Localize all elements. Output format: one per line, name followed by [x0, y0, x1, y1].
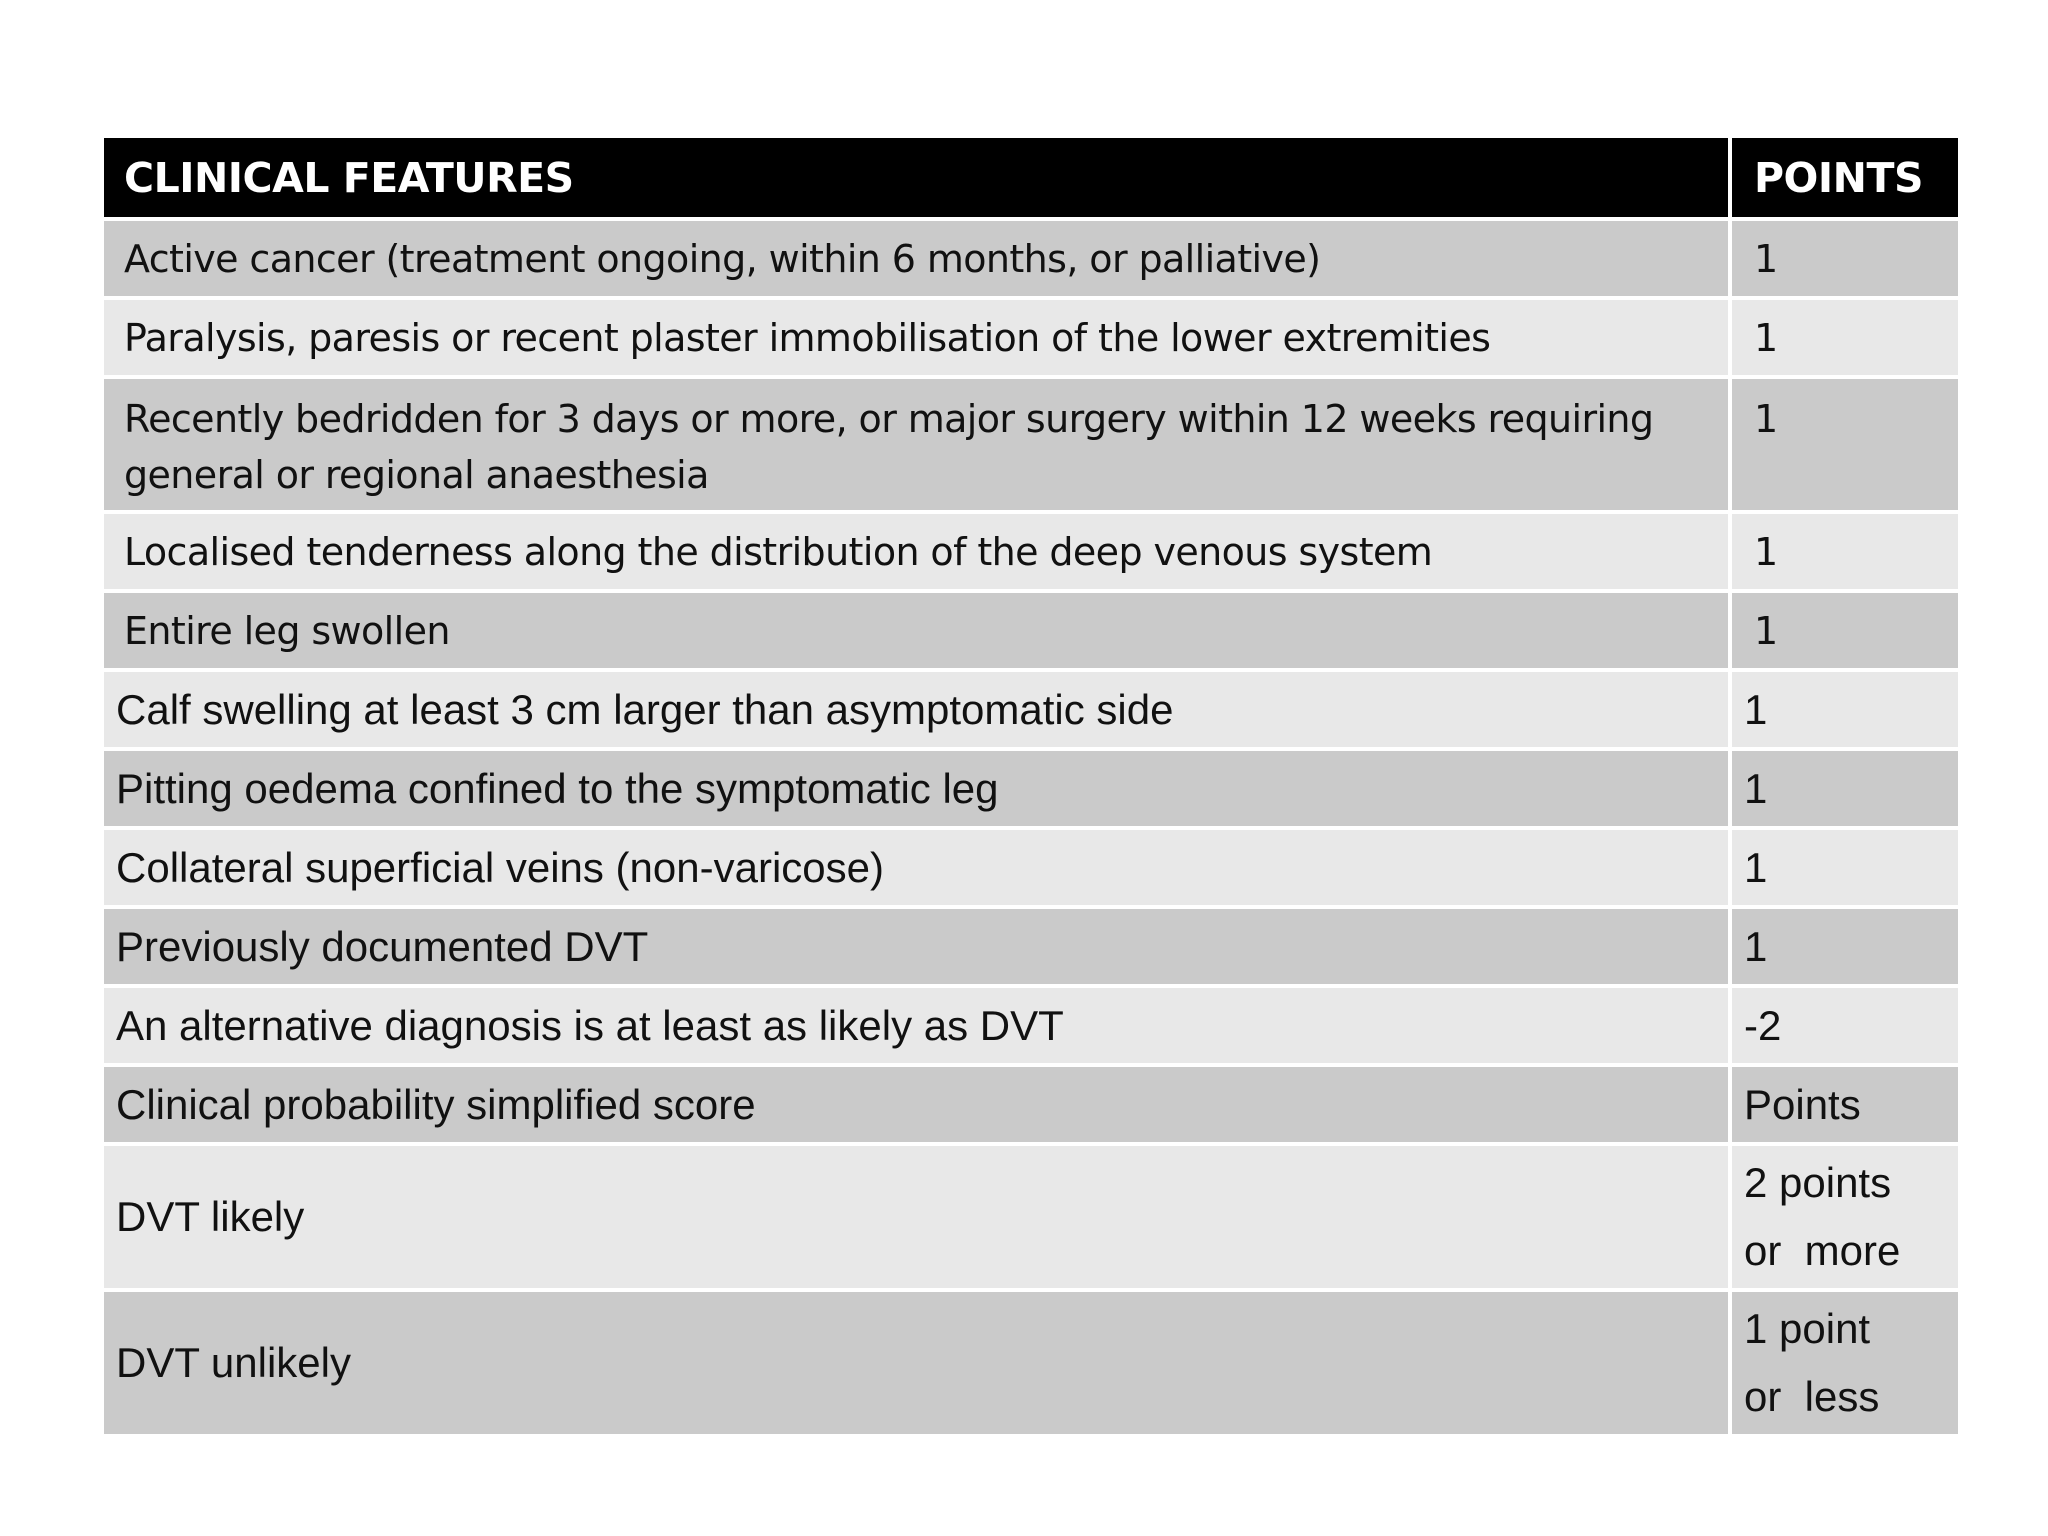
header-clinical-features: CLINICAL FEATURES — [104, 138, 1732, 217]
feature-cell: Paralysis, paresis or recent plaster immobilisation of the lower extremities — [104, 300, 1732, 375]
table-row — [104, 668, 1958, 747]
table-row — [104, 1142, 1958, 1288]
points-cell: 1 — [1732, 221, 1958, 296]
points-line: or less — [1744, 1373, 1880, 1420]
points-cell: -2 — [1732, 988, 1958, 1063]
points-line: 2 points — [1744, 1159, 1892, 1206]
points-cell — [1732, 1292, 1958, 1434]
points-cell: 1 — [1732, 593, 1958, 668]
feature-cell: Entire leg swollen — [104, 593, 1732, 668]
wells-score-table — [104, 138, 1958, 1434]
feature-cell: Recently bedridden for 3 days or more, or major surgery within 12 weeks requiring general or regional anaesthesia — [104, 379, 1732, 510]
feature-cell: Active cancer (treatment ongoing, within 6 months, or palliative) — [104, 221, 1732, 296]
table-row — [104, 1288, 1958, 1434]
points-cell: 1 — [1732, 379, 1958, 510]
points-cell: 1 — [1732, 672, 1958, 747]
table-row — [104, 510, 1958, 589]
feature-cell: DVT likely — [104, 1146, 1732, 1288]
points-cell: 1 — [1732, 514, 1958, 589]
table-row — [104, 826, 1958, 905]
points-cell: 1 — [1732, 751, 1958, 826]
feature-cell: Collateral superficial veins (non-varicose) — [104, 830, 1732, 905]
feature-cell: DVT unlikely — [104, 1292, 1732, 1434]
table-row — [104, 984, 1958, 1063]
feature-cell: Previously documented DVT — [104, 909, 1732, 984]
table-row — [104, 217, 1958, 296]
table-row — [104, 375, 1958, 510]
table-header-row — [104, 138, 1958, 217]
points-line: or more — [1744, 1227, 1901, 1274]
points-cell: 1 — [1732, 909, 1958, 984]
table-row — [104, 905, 1958, 984]
points-cell: 1 — [1732, 300, 1958, 375]
feature-cell: Localised tenderness along the distribution of the deep venous system — [104, 514, 1732, 589]
points-cell: 1 — [1732, 830, 1958, 905]
table-row — [104, 747, 1958, 826]
feature-cell: Clinical probability simplified score — [104, 1067, 1732, 1142]
header-points: POINTS — [1732, 138, 1958, 217]
feature-cell: Pitting oedema confined to the symptomatic leg — [104, 751, 1732, 826]
feature-cell: Calf swelling at least 3 cm larger than asymptomatic side — [104, 672, 1732, 747]
table-row — [104, 1063, 1958, 1142]
table-row — [104, 589, 1958, 668]
points-cell — [1732, 1146, 1958, 1288]
points-line: 1 point — [1744, 1305, 1871, 1352]
feature-cell: An alternative diagnosis is at least as likely as DVT — [104, 988, 1732, 1063]
points-cell: Points — [1732, 1067, 1958, 1142]
table-row — [104, 296, 1958, 375]
